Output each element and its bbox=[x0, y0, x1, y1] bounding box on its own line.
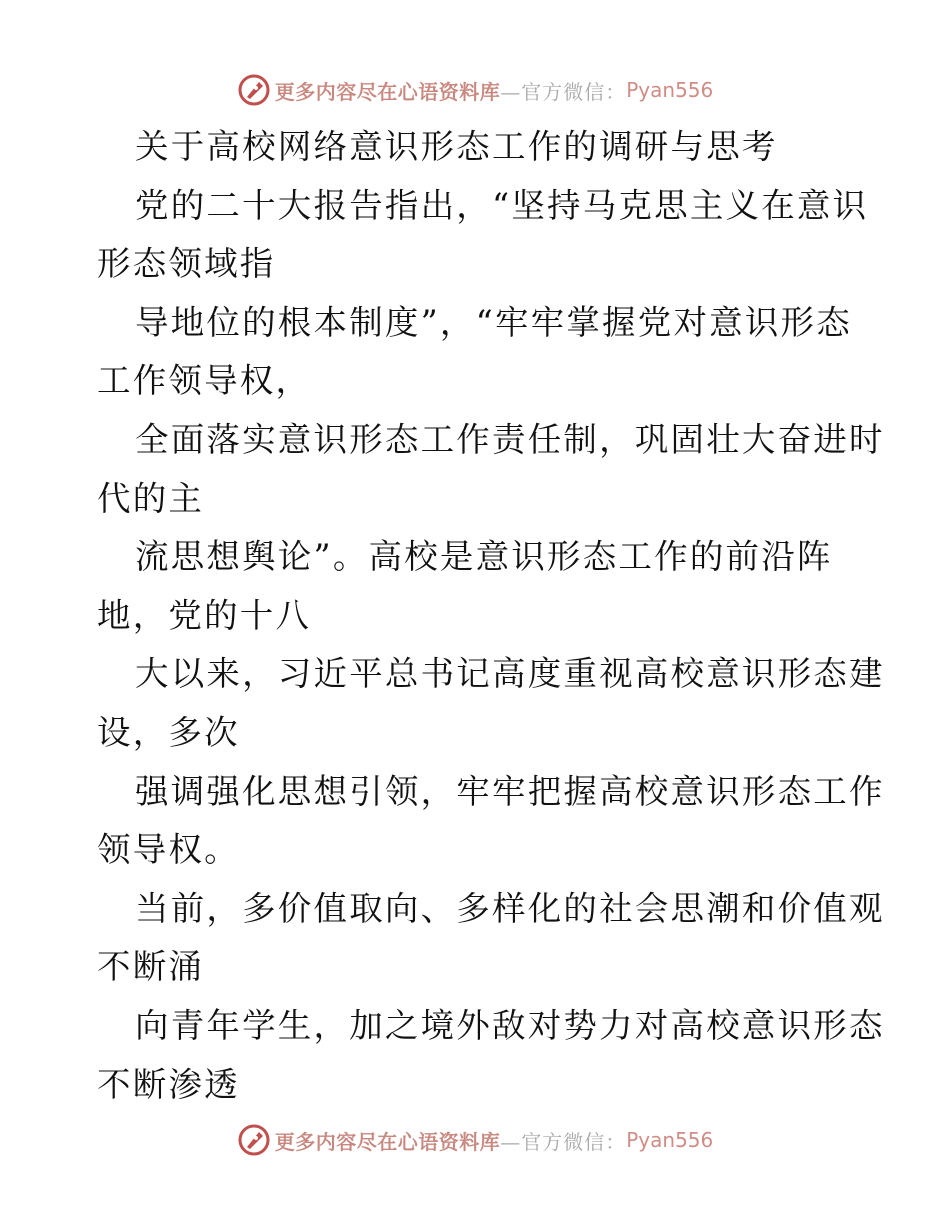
body-line: 当前，多价值取向、多样化的社会思潮和价值观 bbox=[135, 888, 885, 928]
body-line: 导地位的根本制度”，“牢牢掌握党对意识形态 bbox=[135, 302, 852, 342]
body-line: 不断涌 bbox=[97, 947, 205, 987]
body-line: 不断渗透 bbox=[97, 1064, 240, 1104]
body-line: 设，多次 bbox=[97, 712, 240, 752]
body-line: 党的二十大报告指出，“坚持马克思主义在意识 bbox=[135, 185, 869, 225]
watermark-wechat-id: Pyan556 bbox=[626, 1128, 714, 1152]
body-line: 领导权。 bbox=[97, 830, 240, 870]
body-line: 代的主 bbox=[97, 478, 205, 518]
document-title: 关于高校网络意识形态工作的调研与思考 bbox=[135, 127, 778, 166]
body-line: 大以来，习近平总书记高度重视高校意识形态建 bbox=[135, 654, 885, 694]
footer-watermark bbox=[0, 1120, 950, 1160]
document-body bbox=[97, 118, 885, 1114]
watermark-main-text: 更多内容尽在心语资料库 bbox=[274, 79, 501, 104]
body-line: 强调强化思想引领，牢牢把握高校意识形态工作 bbox=[135, 771, 885, 811]
watermark-official-text: —官方微信： bbox=[500, 1129, 627, 1154]
pen-nib-circle-icon bbox=[237, 73, 271, 107]
body-line: 流思想舆论”。高校是意识形态工作的前沿阵 bbox=[135, 537, 833, 577]
body-line: 形态领域指 bbox=[97, 244, 276, 284]
body-line: 地，党的十八 bbox=[97, 595, 312, 635]
body-line: 全面落实意识形态工作责任制，巩固壮大奋进时 bbox=[135, 419, 885, 459]
body-line: 向青年学生，加之境外敌对势力对高校意识形态 bbox=[135, 1005, 885, 1045]
watermark-official-text: —官方微信： bbox=[500, 79, 627, 104]
header-watermark bbox=[0, 70, 950, 110]
body-line: 工作领导权， bbox=[97, 361, 312, 401]
watermark-main-text: 更多内容尽在心语资料库 bbox=[274, 1129, 501, 1154]
pen-nib-circle-icon bbox=[237, 1123, 271, 1157]
watermark-wechat-id: Pyan556 bbox=[626, 78, 714, 102]
